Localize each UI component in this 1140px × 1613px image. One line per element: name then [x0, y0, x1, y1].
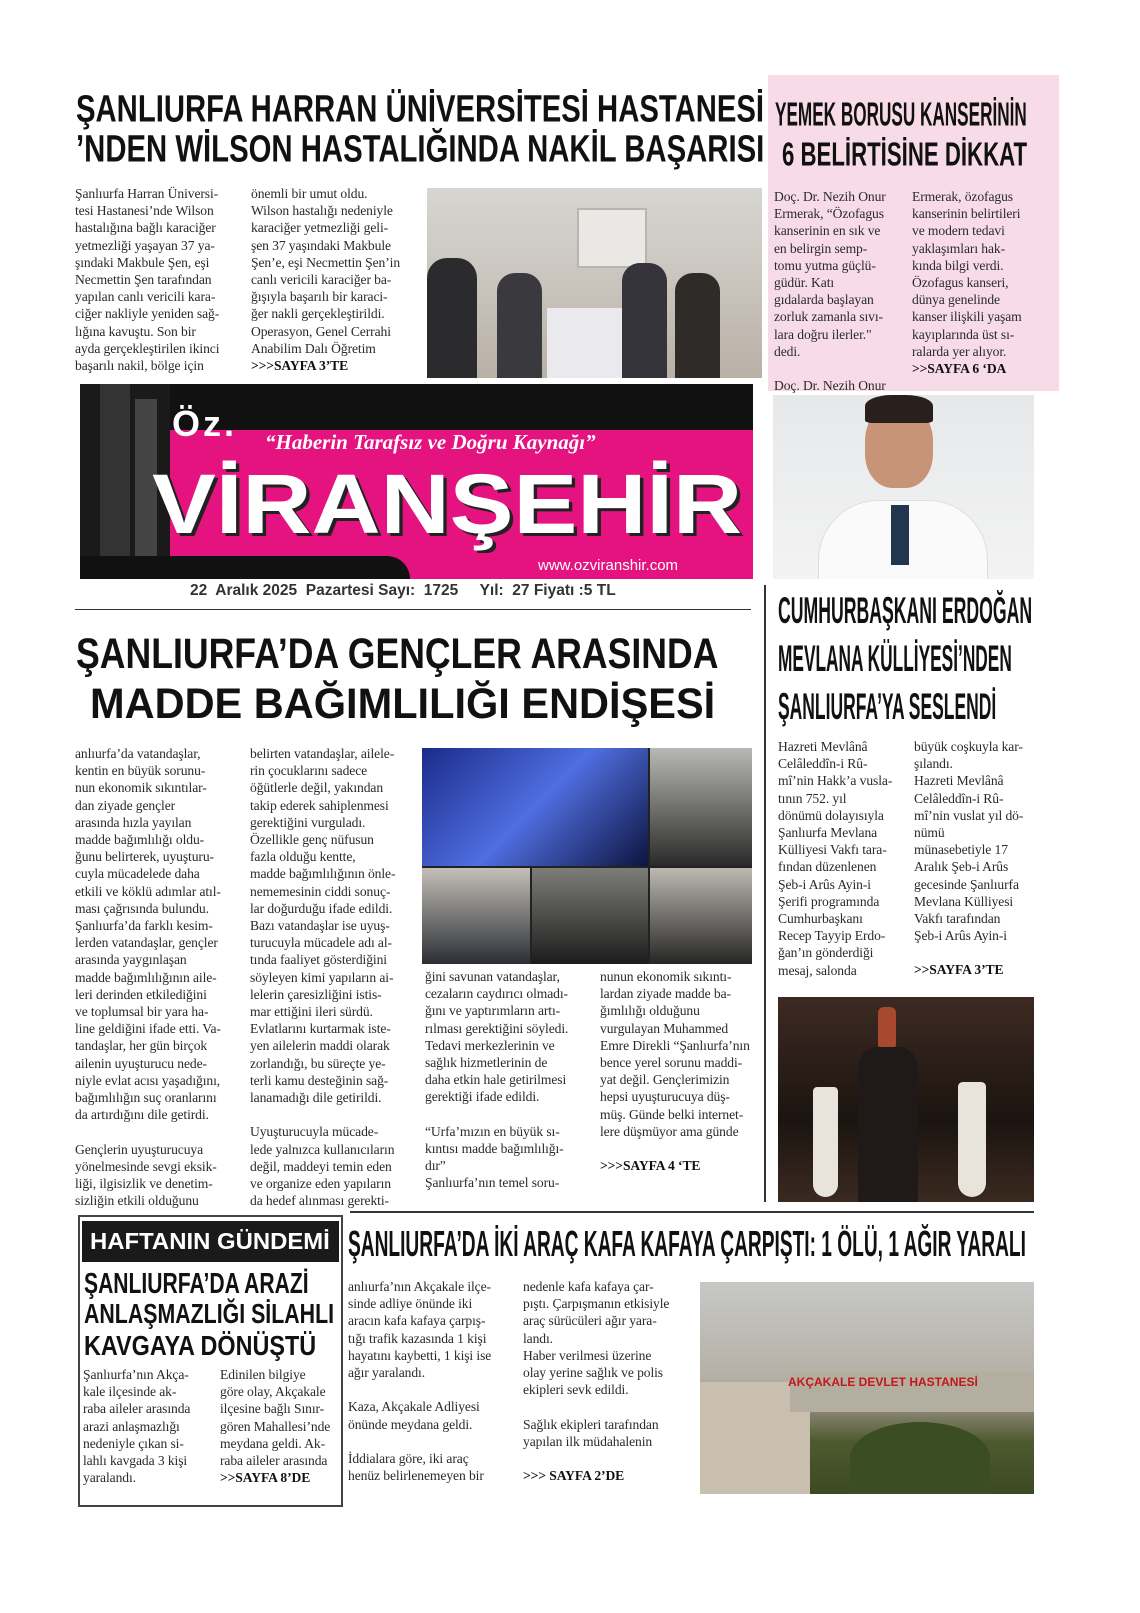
erdogan-continue-link[interactable]: >>SAYFA 3’TE — [914, 962, 1004, 978]
hospital-building-photo — [700, 1282, 1034, 1494]
masthead-slogan: “Haberin Tarafsız ve Doğru Kaynağı” — [265, 430, 596, 454]
vertical-divider — [764, 585, 766, 1202]
addiction-continue-link[interactable]: >>>SAYFA 4 ‘TE — [600, 1158, 701, 1174]
headline-crash: ŞANLIURFA’DA İKİ ARAÇ KAFA KAFAYA ÇARPIŞTI: 1 ÖLÜ, 1 AĞIR YARALI — [348, 1223, 1026, 1264]
crash-continue-link[interactable]: >>> SAYFA 2’DE — [523, 1468, 625, 1484]
issue-price: Fiyatı :5 TL — [533, 582, 616, 599]
headline-erdogan-line3: ŞANLIURFA’YA SESLENDİ — [778, 685, 997, 728]
divider — [75, 609, 751, 610]
wilson-continue-link[interactable]: >>>SAYFA 3’TE — [251, 358, 349, 374]
headline-cancer-line1: YEMEK BORUSU KANSERİNİN — [775, 95, 1027, 133]
crash-col2: nedenle kafa kafaya çar- pıştı. Çarpışmanın etkisiyle araç sürücüleri ağır yara- landı. Haber verilmesi üzerine olay yerine sağlık ve polis ekipleri sevk edildi. Sağlık ekipleri tarafından yapılan ilk müdahalenin >>> SAYFA 2’DE — [523, 1278, 697, 1484]
headline-cancer-line2: 6 BELİRTİSİNE DİKKAT — [782, 135, 1028, 173]
cancer-col2: Ermerak, özofagus kanserinin belirtileri ve modern tedavi yaklaşımları hak- kında bilgi verdi. Özofagus kanseri, dünya genelinde kanser ilişkili yaşam kayıplarında üst sı- ralarda yer alıyor. >>SAYFA 6 ‘DA — [912, 188, 1052, 377]
headline-wilson-line1: ŞANLIURFA HARRAN ÜNİVERSİTESİ HASTANESİ — [76, 87, 765, 131]
mevlana-ceremony-photo — [778, 997, 1034, 1202]
weekly-agenda-label — [82, 1221, 339, 1262]
headline-land-line2: ANLAŞMAZLIĞI SİLAHLI — [84, 1298, 335, 1330]
doctor-photo — [773, 395, 1034, 579]
addiction-col3: ğini savunan vatandaşlar, cezaların caydırıcı olmadı- ğını ve yaptırımların artı- rılması gerektiğini söyledi. Tedavi merkezlerinin ve sağlık hizmetlerinin de daha etkin hale getirilmesi gerektiği ifade edildi. “Urfa’mızın en büyük sı- kıntısı madde bağımlılığı- dır” Şanlıurfa’nın temel soru- — [425, 969, 569, 1191]
headline-land-line3: KAVGAYA DÖNÜŞTÜ — [84, 1329, 317, 1362]
headline-erdogan-line1: CUMHURBAŞKANI ERDOĞAN — [778, 589, 1033, 632]
cancer-col1: Doç. Dr. Nezih Onur Ermerak, “Özofagus kanserinin en sık ve en belirgin semp- tomu yutma güçlü- güdür. Katı gıdalarda başlayan zorluk zamanla sıvı- lara doğru ilerler." dedi. Doç. Dr. Nezih Onur — [774, 189, 886, 394]
issue-number: Sayı: 1725 — [378, 582, 459, 599]
cancer-continue-link[interactable]: >>SAYFA 6 ‘DA — [912, 361, 1007, 377]
issue-year: Yıl: 27 — [479, 582, 530, 599]
wilson-col1: Şanlıurfa Harran Üniversi- tesi Hastanesi’nde Wilson hastalığına bağlı karaciğer yetmezliği yaşayan 37 ya- şındaki Makbule Şen, eşi Necmettin Şen tarafından yapılan canlı vericili kara- ciğer nakliyle yeniden sağ- lığına kavuştu. Son bir ayda gerçekleştirilen ikinci başarılı nakil, bölge için — [75, 186, 220, 374]
headline-addiction-line1: ŞANLIURFA’DA GENÇLER ARASINDA — [76, 630, 719, 679]
erdogan-col2: büyük coşkuyla kar- şılandı. Hazreti Mevlânâ Celâleddîn-i Rû- mî’nin vuslat yıl dö- nümü münasebetiyle 17 Aralık Şeb-i Arûs gecesinde Şanlıurfa Mevlana Külliyesi Vakfı tarafından Şeb-i Arûs Ayin-i >>SAYFA 3’TE — [914, 738, 1049, 979]
addiction-collage-photo — [422, 748, 752, 964]
land-continue-link[interactable]: >>SAYFA 8’DE — [220, 1470, 311, 1486]
issue-info — [190, 582, 616, 600]
land-col2: Edinilen bilgiye göre olay, Akçakale ilçesine bağlı Sınır- gören Mahallesi’nde meydana geldi. Ak- raba aileler arasında >>SAYFA 8’DE — [220, 1366, 342, 1486]
addiction-col1: anlıurfa’da vatandaşlar, kentin en büyük sorunu- nun ekonomik sıkıntılar- dan ziyade gençler arasında hızla yayılan madde bağımlılığı oldu- ğunu belirterek, uyuşturu- cuyla mücadelede daha etkili ve köklü adımlar atıl- ması çağrısında bulundu. Şanlıurfa’da farklı kesim- lerden vatandaşlar, gençler arasında yaygınlaşan madde bağımlılığının aile- leri derinden etkilediğini ve toplumsal bir yara ha- line geldiğini ifade etti. Va- tandaşlar, her gün birçok ailenin uyuşturucu nede- niyle evlat acısı yaşadığını, bağımlılığın suç oranlarını da artırdığını dile getirdi. Gençlerin uyuşturucuya yönelmesinde sevgi eksik- liği, ilgisizlik ve denetim- sizliğin etkili olduğunu — [75, 746, 221, 1209]
issue-date: 22 Aralık 2025 Pazartesi — [190, 582, 374, 599]
hospital-sign: AKÇAKALE DEVLET HASTANESİ — [788, 1375, 978, 1389]
wilson-col2: önemli bir umut oldu. Wilson hastalığı nedeniyle karaciğer yetmezliği geli- şen 37 yaşındaki Makbule Şen’e, eşi Necmettin Şen’in canlı vericili karaciğer ba- ğışıyla başarılı bir karaci- ğer nakli gerçekleştirildi. Operasyon, Genel Cerrahi Anabilim Dalı Öğretim >>>SAYFA 3’TE — [251, 185, 423, 374]
divider — [350, 1211, 1034, 1213]
headline-erdogan-line2: MEVLANA KÜLLİYESİ’NDEN — [778, 637, 1012, 680]
masthead-prefix: Öz. — [172, 403, 238, 444]
masthead-website[interactable]: www.ozviranshir.com — [538, 557, 679, 574]
addiction-col2: belirten vatandaşlar, ailele- rin çocuklarını sadece öğütlerle değil, yakından takip ederek sahiplenmesi gerektiğini vurguladı. Özellikle genç nüfusun fazla olduğu kentte, madde bağımlılığının önle- nememesinin ciddi sonuç- lar doğurduğu ifade edildi. Bazı vatandaşlar ise uyuş- turucuyla mücadele adı al- tında faaliyet gösterdiğini söyleyen kimi yapıların ai- lelerin çaresizliğini istis- mar ettiğini ileri sürdü. Evlatlarını kurtarmak iste- yen ailelerin maddi olarak zorlandığı, bu süreçte ye- terli kamu desteğinin sağ- lanamadığı dile getirildi. Uyuşturucuyla mücade- lede yalnızca kullanıcıların değil, maddeyi temin eden ve organize eden yapıların da hedef alınması gerekti- — [250, 746, 396, 1209]
crash-col1: anlıurfa’nın Akçakale ilçe- sinde adliye önünde iki aracın kafa kafaya çarpış- tığı trafik kazasında 1 kişi hayatını kaybetti, 1 kişi ise ağır yaralandı. Kaza, Akçakale Adliyesi önünde meydana geldi. İddialara göre, iki araç henüz belirlenemeyen bir — [348, 1279, 492, 1484]
masthead — [80, 384, 753, 579]
headline-wilson-line2: ’NDEN WİLSON HASTALIĞINDA NAKİL BAŞARISI — [76, 127, 765, 171]
masthead-title: VİRANŞEHİR — [152, 457, 743, 551]
erdogan-col1: Hazreti Mevlânâ Celâleddîn-i Rû- mî’nin Hakk’a vusla- tının 752. yıl dönümü dolayısıyla Şanlıurfa Mevlana Külliyesi Vakfı tara- fından düzenlenen Şeb-i Arûs Ayin-i Şerifi programında Cumhurbaşkanı Recep Tayyip Erdo- ğan’ın gönderdiği mesaj, salonda — [778, 739, 893, 978]
headline-land-line1: ŞANLIURFA’DA ARAZİ — [84, 1267, 309, 1300]
hospital-photo — [427, 188, 762, 378]
land-col1: Şanlıurfa’nın Akça- kale ilçesinde ak- raba aileler arasında arazi anlaşmazlığı nedeniyle çıkan si- lahlı kavgada 3 kişi yaralandı. — [83, 1367, 191, 1486]
addiction-col4: nunun ekonomik sıkıntı- lardan ziyade madde ba- ğımlılığı olduğunu vurgulayan Muhammed Emre Direkli “Şanlıurfa’nın bence yerel sorunu maddi- yat değil. Gençlerimizin hepsi uyuşturucuya düş- müş. Günde belki internet- lere düşmüyor ama günde >>>SAYFA 4 ‘TE — [600, 968, 762, 1174]
headline-addiction-line2: MADDE BAĞIMLILIĞI ENDİŞESİ — [90, 680, 716, 729]
section-label-text: HAFTANIN GÜNDEMİ — [90, 1228, 330, 1254]
